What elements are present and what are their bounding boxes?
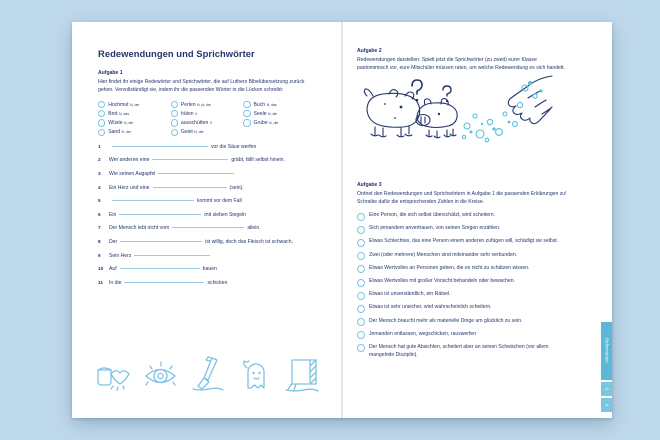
index-tab-number-1: 5 [604,387,610,391]
task-3-block [357,182,571,364]
word-bank-column [171,100,244,137]
task-3-item[interactable] [357,318,571,327]
fill-in-blank-row[interactable] [98,266,316,280]
task-3-heading: Aufgabe 3 [357,182,382,188]
blank-write-line[interactable] [158,173,234,174]
blank-number: 8 [98,238,101,244]
word-bank-label: Geist N, der [180,129,204,136]
task-3-item-text: Sich jemandem anvertrauen, von seinen Sorgen erzählen. [369,225,501,232]
blank-sentence [109,185,244,191]
task-3-item-text: Etwas ist unverständlich, ein Rätsel. [369,291,451,298]
task-3-answer-list [357,212,571,359]
blank-sentence [109,225,261,231]
blank-text-before: Wer anderen eine [109,157,150,164]
word-bank-label: Wüste N, die [108,119,134,126]
fill-in-blank-row[interactable] [98,225,316,239]
fill-in-blank-row[interactable] [98,253,316,267]
word-bank-item[interactable] [171,128,244,137]
word-bank-circle-icon[interactable] [243,119,250,126]
task-3-item-text: Der Mensch hat gute Absichten, scheitert aber an seinen Schwächen (vor allem mangelnde Disziplin). [369,343,549,358]
task-3-item[interactable] [357,238,571,247]
fill-in-blank-row[interactable] [98,144,316,158]
word-bank-grammar: V [195,111,198,116]
word-bank-item[interactable] [243,100,316,109]
answer-circle-input[interactable] [357,226,365,234]
task-3-item[interactable] [357,344,571,359]
answer-circle-input[interactable] [357,279,365,287]
word-bank-grammar: N, der [121,130,132,135]
fill-in-blank-row[interactable] [98,198,316,212]
blank-sentence [109,239,293,245]
blank-sentence [109,198,242,204]
task-3-item[interactable] [357,252,571,261]
word-bank-label: Seele N, die [253,110,278,117]
blank-number: 1 [98,143,101,149]
answer-circle-input[interactable] [357,265,365,273]
left-page [72,22,341,418]
task-3-item-text: Etwas Wertvolles an Personen geben, die es nicht zu schätzen wissen. [369,264,530,271]
blank-number: 7 [98,225,101,231]
task-3-item[interactable] [357,304,571,313]
word-bank-item[interactable] [98,109,171,118]
blank-text-before: Der Mensch lebt nicht vom [109,225,170,232]
task-3-item-text: Etwas Wertvolles mit großer Vorsicht behandeln oder bewachen. [369,277,515,284]
bread-heart-doodle [94,354,134,394]
blank-write-line[interactable] [134,255,210,256]
task-2-heading: Aufgabe 2 [357,48,382,54]
task-2-intro: Redewendungen darstellen: Spielt jetzt die Sprichwörter (zu zweit) eurer Klasse pantomimisch vor, eure Mitschüler müssen raten, um welche Redewendung es sich handelt. [357,56,565,71]
fill-in-blank-row[interactable] [98,280,316,294]
task-3-item-text: Der Mensch braucht mehr als materielle Dinge um glücklich zu sein. [369,317,523,324]
task-3-intro: Ordnet den Redewendungen und Sprichwörtern in Aufgabe 1 die passenden Erklärungen zu! Schreibe dafür die entsprechenden Zahlen in die Kreise. [357,190,567,205]
word-bank-item[interactable] [98,100,171,109]
fill-in-blank-row[interactable] [98,157,316,171]
task-2-block [357,48,569,72]
blank-text-after: ist willig, doch das Fleisch ist schwach. [205,238,293,245]
word-bank-circle-icon[interactable] [98,101,105,108]
word-bank-label: Perlen N, pl, die [180,101,211,108]
word-bank-grammar: N, die [269,120,279,125]
answer-circle-input[interactable] [357,344,365,352]
blank-text-before: In die [109,279,122,286]
word-bank-grammar: V [209,120,213,125]
blank-text-after: allein. [247,225,261,232]
blank-sentence [109,280,227,286]
blank-text-before: Der [109,238,118,245]
word-bank-label: Hochmut N, der [108,101,140,108]
task-1-intro: Hier findet ihr einige Redewörter und Sprichwörter, die auf Luthers Bibelübersetzung zurück gehen. Vervollständigt sie, indem ihr die passenden Wörter in die Lücken schreibt: [98,78,305,93]
word-bank-label: hüten V [180,110,198,117]
answer-circle-input[interactable] [357,252,365,260]
word-bank-grammar: N, die [267,111,278,116]
word-bank-grammar: N, der [130,102,140,107]
word-bank-circle-icon[interactable] [171,110,178,117]
answer-circle-input[interactable] [357,318,365,326]
word-bank-circle-icon[interactable] [171,101,178,108]
word-bank-label: Buch N, das [253,101,277,108]
fill-in-blank-row[interactable] [98,185,316,199]
word-bank-label: Brot N, das [108,110,130,117]
blank-sentence [109,171,237,177]
task-3-item[interactable] [357,265,571,274]
word-bank-grammar: N, pl, die [197,102,211,107]
word-bank-item[interactable] [243,109,316,118]
word-bank-item[interactable] [171,118,244,127]
word-bank-item[interactable] [171,100,244,109]
book-spine [341,22,343,418]
answer-circle-input[interactable] [357,213,365,221]
blank-sentence [109,212,246,218]
blank-sentence [109,253,213,259]
fill-in-blank-row[interactable] [98,171,316,185]
answer-circle-input[interactable] [357,305,365,313]
blank-write-line[interactable] [119,214,201,215]
word-bank-label: Grube N, die [253,119,279,126]
blank-text-before: Wie seinen Augapfel [109,170,156,177]
blank-number: 2 [98,157,101,163]
blank-text-before: Auf [109,266,117,273]
fill-in-blank-row[interactable] [98,239,316,253]
blank-write-line[interactable] [112,200,194,201]
task-1-heading: Aufgabe 1 [98,70,123,76]
blank-number: 3 [98,170,101,176]
word-bank-item[interactable] [98,118,171,127]
blank-text-after: mit sieben Siegeln [204,211,246,218]
task-3-item[interactable] [357,331,571,340]
word-bank-label: ausschütten V [180,119,213,126]
word-bank-circle-icon[interactable] [98,119,105,126]
word-bank-grammar: N, die [124,120,134,125]
answer-circle-input[interactable] [357,239,365,247]
task-3-item[interactable] [357,291,571,300]
word-bank-item[interactable] [243,118,316,127]
word-bank-grammar: N, das [118,111,130,116]
blank-number: 9 [98,252,101,258]
task-3-item-text: Etwas Schlechtes, das eine Person einem anderen zufügen will, schädigt sie selbst. [369,238,559,245]
word-bank-column [98,100,171,137]
task-3-item-text: Jemanden entlassen, wegschicken, rauswerfen [369,330,477,337]
fill-in-blank-list [98,144,316,294]
blank-text-after: gräbt, fällt selbst hinein. [231,157,285,164]
blank-write-line[interactable] [153,187,227,188]
word-bank-item[interactable] [171,109,244,118]
blank-number: 6 [98,211,101,217]
word-bank-circle-icon[interactable] [243,110,250,117]
word-bank-label: Sand N, der [108,129,132,136]
answer-circle-input[interactable] [357,292,365,300]
task-3-item[interactable] [357,278,571,287]
pigs-and-pearls-illustration [349,74,559,150]
word-bank-circle-icon[interactable] [98,110,105,117]
task-1-block [98,70,316,94]
word-bank [98,100,316,137]
blank-write-line[interactable] [120,241,202,242]
task-3-item-text: Zwei (oder mehrere) Menschen sind miteinander sehr verbunden. [369,251,518,258]
page-title: Redewendungen und Sprichwörter [98,48,255,59]
blank-text-before: Ein [109,211,117,218]
word-bank-circle-icon[interactable] [98,129,105,136]
right-page [343,22,612,418]
blank-number: 5 [98,198,101,204]
index-tab-label: Reformation [604,338,610,364]
word-bank-grammar: N, der [194,130,204,135]
ghost-spirit-doodle [235,354,275,394]
word-bank-item[interactable] [98,128,171,137]
blank-write-line[interactable] [112,146,208,147]
blank-text-before: Sein Herz [109,252,132,259]
blank-sentence [109,144,256,150]
task-3-item[interactable] [357,225,571,234]
blank-text-after: (sein). [229,184,244,191]
task-3-item-text: Eine Person, die sich selbst überschätzt, wird scheitern. [369,212,495,218]
blank-write-line[interactable] [152,159,228,160]
fill-in-blank-row[interactable] [98,212,316,226]
word-bank-circle-icon[interactable] [171,119,178,126]
blank-sentence [109,266,217,272]
shovel-doodle [188,354,228,394]
sieve-sand-doodle [282,354,322,394]
word-bank-circle-icon[interactable] [171,129,178,136]
doodle-strip [94,354,322,394]
task-3-item-text: Etwas ist sehr unsicher, wird wahrscheinlich scheitern. [369,304,492,311]
blank-number: 4 [98,184,101,190]
blank-text-after: kommt vor dem Fall [197,198,242,205]
blank-write-line[interactable] [172,227,244,228]
blank-number: 10 [98,266,104,272]
word-bank-grammar: N, das [266,102,277,107]
blank-number: 11 [98,279,103,285]
eye-apple-doodle [141,354,181,394]
blank-text-before: Ein Herz und eine [109,184,150,191]
word-bank-column [243,100,316,137]
word-bank-circle-icon[interactable] [243,101,250,108]
blank-sentence [109,157,285,163]
blank-text-after: bauen [202,266,217,273]
blank-text-after: schicken [207,279,228,286]
book-spread [72,22,612,418]
task-3-item[interactable] [357,212,571,221]
index-tab-strip [600,22,612,418]
index-tab-number-2: 6 [604,403,610,407]
blank-write-line[interactable] [124,282,204,283]
answer-circle-input[interactable] [357,331,365,339]
blank-text-after: vor die Säue werfen [211,143,257,150]
blank-write-line[interactable] [120,268,200,269]
